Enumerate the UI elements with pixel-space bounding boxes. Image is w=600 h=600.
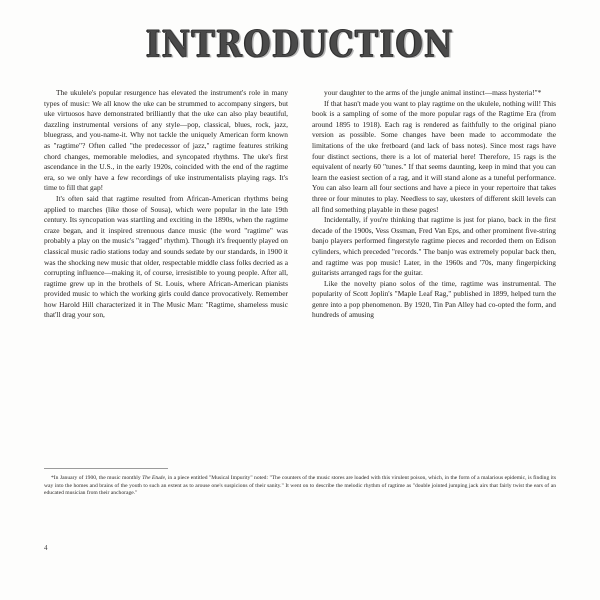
text-columns — [44, 88, 556, 321]
footnote-cited-title: The Etude — [142, 475, 165, 481]
footnote-marker: * — [51, 475, 54, 481]
page-number: 4 — [44, 544, 48, 552]
page-title-block — [44, 23, 556, 66]
footnote-text-part: , in a piece entitled "Musical Impurity" noted: "The counters of the music stores are loaded with this virulent poison, which, in the form of a malarious epidemic, is finding its way into the homes and brains of the youth to such an extent as to arouse one's suspicions of their sanity." It went on to describe the melodic rhythm of ragtime as "double jointed jumping jack airs that fairly twist the ears of an educated musician from their anchorage." — [44, 475, 556, 497]
column-right — [312, 88, 556, 321]
column-left — [44, 88, 288, 321]
footnote-text-part: In January of 1900, the music monthly — [53, 475, 143, 481]
page-title: INTRODUCTION — [145, 23, 455, 66]
paragraph: your daughter to the arms of the jungle animal instinct—mass hysteria!"* — [324, 88, 542, 97]
paragraph: Incidentally, if you're thinking that ragtime is just for piano, back in the first decade of the 1900s, Vess Ossman, Fred Van Eps, and other prominent five-string banjo players performed fingerstyle ragtime pieces and recorded them on Edison cylinders, which preceded "records." The banjo was extremely popular back then, and ragtime was pop music! Later, in the 1960s and '70s, many fingerpicking guitarists arranged rags for the guitar. — [312, 215, 556, 278]
footnote-divider — [44, 468, 168, 469]
paragraph: Like the novelty piano solos of the time, ragtime was instrumental. The popularity of Scott Joplin's "Maple Leaf Rag," published in 1899, helped turn the genre into a pop phenomenon. By 1920, Tin Pan Alley had co-opted the form, and hundreds of amusing — [312, 278, 556, 320]
paragraph: The ukulele's popular resurgence has elevated the instrument's role in many types of music: We all know the uke can be strummed to accompany singers, but uke virtuosos have demonstrated brilliantly that the uke can also play beautiful, dazzling instrumental versions of any style—pop, classical, blues, rock, jazz, bluegrass, and you-name-it. Why not tackle the uniquely American form known as "ragtime"? Often called "the predecessor of jazz," ragtime features striking chord changes, memorable melodies, and syncopated rhythms. The uke's first ascendance in the U.S., in the early 1920s, coincided with the end of the ragtime era, so we only have a few recordings of uke instrumentalists playing rags. It's time to fill that gap! — [44, 88, 288, 193]
paragraph: It's often said that ragtime resulted from African-American rhythms being applied to marches (like those of Sousa), which were popular in the late 19th century. Its syncopation was startling and exciting in the 1890s, when the ragtime craze began, and it inspired strenuous dance music (the word "ragtime" was probably a play on the music's "ragged" rhythm). Though it's frequently played on classical music radio stations today and sounds sedate by our standards, in 1900 it was the shocking new music that older, respectable middle class folks decried as a corrupting influence—making it, of course, irresistible to young people. After all, ragtime grew up in the brothels of St. Louis, where African-American pianists provided music to which the working girls could dance provocatively. Remember how Harold Hill characterized it in The Music Man: "Ragtime, shameless music that'll drag your son, — [44, 193, 288, 320]
paragraph: If that hasn't made you want to play ragtime on the ukulele, nothing will! This book is a sampling of some of the more popular rags of the Ragtime Era (from around 1895 to 1918). Each rag is rendered as faithfully to the original piano version as possible. Some changes have been made to accommodate the limitations of the uke fretboard (and lack of bass notes). Since most rags have four distinct sections, there is a lot of material here! Therefore, 15 rags is the equivalent of nearly 60 "tunes." If that seems daunting, keep in mind that you can learn the easiest section of a rag, and it will stand alone as a tuneful performance. You can also learn all four sections and have a piece in your repertoire that takes three or four minutes to play. Needless to say, ukesters of different skill levels can all find something playable in these pages! — [312, 98, 556, 214]
footnote — [44, 475, 556, 498]
